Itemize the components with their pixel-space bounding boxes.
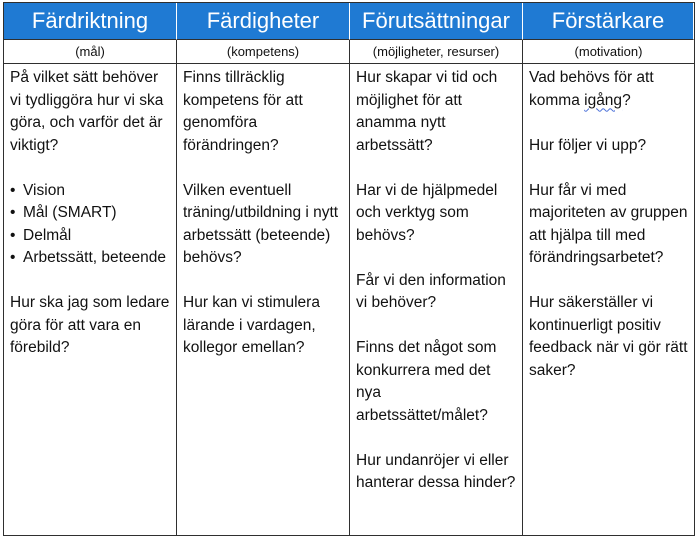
paragraph: Finns tillräcklig kompetens för att genomföra förändringen? bbox=[183, 69, 303, 154]
paragraph: Hur får vi med majoriteten av gruppen att hjälpa till med förändringsarbetet? bbox=[529, 181, 688, 266]
subheader-mal: (mål) bbox=[4, 40, 177, 64]
cell-forstarkare bbox=[523, 64, 694, 535]
paragraph: Hur följer vi upp? bbox=[529, 136, 647, 154]
subheader-kompetens: (kompetens) bbox=[177, 40, 350, 64]
header-fardriktning: Färdriktning bbox=[4, 3, 177, 40]
paragraph: Vad behövs för att komma igång? bbox=[529, 69, 654, 109]
paragraph: Vilken eventuell träning/utbildning i nytt arbetssätt (beteende) behövs? bbox=[183, 181, 339, 266]
paragraph: Hur skapar vi tid och möjlighet för att anamma nytt arbetssätt? bbox=[356, 69, 498, 154]
paragraph: Får vi den information vi behöver? bbox=[356, 271, 506, 311]
paragraph: Finns det något som konkurrera med det nya arbetssättet/målet? bbox=[356, 339, 497, 424]
change-model-table bbox=[3, 2, 695, 536]
bullet-item: • Mål (SMART) bbox=[10, 202, 170, 225]
paragraph: Hur undanröjer vi eller hanterar dessa hinder? bbox=[356, 451, 516, 491]
bullet-item: • Delmål bbox=[10, 225, 170, 248]
header-forutsattningar: Förutsättningar bbox=[350, 3, 523, 40]
subheader-mojligheter: (möjligheter, resurser) bbox=[350, 40, 523, 64]
bullet-icon: • bbox=[10, 249, 16, 266]
cell-fardriktning bbox=[4, 64, 177, 535]
bullet-item: • Arbetssätt, beteende bbox=[10, 247, 170, 270]
subheader-motivation: (motivation) bbox=[523, 40, 694, 64]
bullet-icon: • bbox=[10, 181, 16, 199]
paragraph: Hur säkerställer vi kontinuerligt positiv feedback när vi gör rätt saker? bbox=[529, 294, 688, 379]
bullet-list bbox=[10, 180, 170, 270]
cell-fardigheter bbox=[177, 64, 350, 535]
paragraph: Hur kan vi stimulera lärande i vardagen, kollegor emellan? bbox=[183, 294, 320, 356]
paragraph: Hur ska jag som ledare göra för att vara en förebild? bbox=[10, 294, 170, 356]
bullet-icon: • bbox=[10, 226, 16, 244]
paragraph: Har vi de hjälpmedel och verktyg som behövs? bbox=[356, 181, 498, 244]
bullet-item: • Vision bbox=[10, 180, 170, 203]
cell-forutsattningar bbox=[350, 64, 523, 535]
bullet-icon: • bbox=[10, 204, 16, 221]
header-fardigheter: Färdigheter bbox=[177, 3, 350, 40]
header-forstarkare: Förstärkare bbox=[523, 3, 694, 40]
paragraph: På vilket sätt behöver vi tydliggöra hur vi ska göra, och varför det är viktigt? bbox=[10, 69, 164, 154]
